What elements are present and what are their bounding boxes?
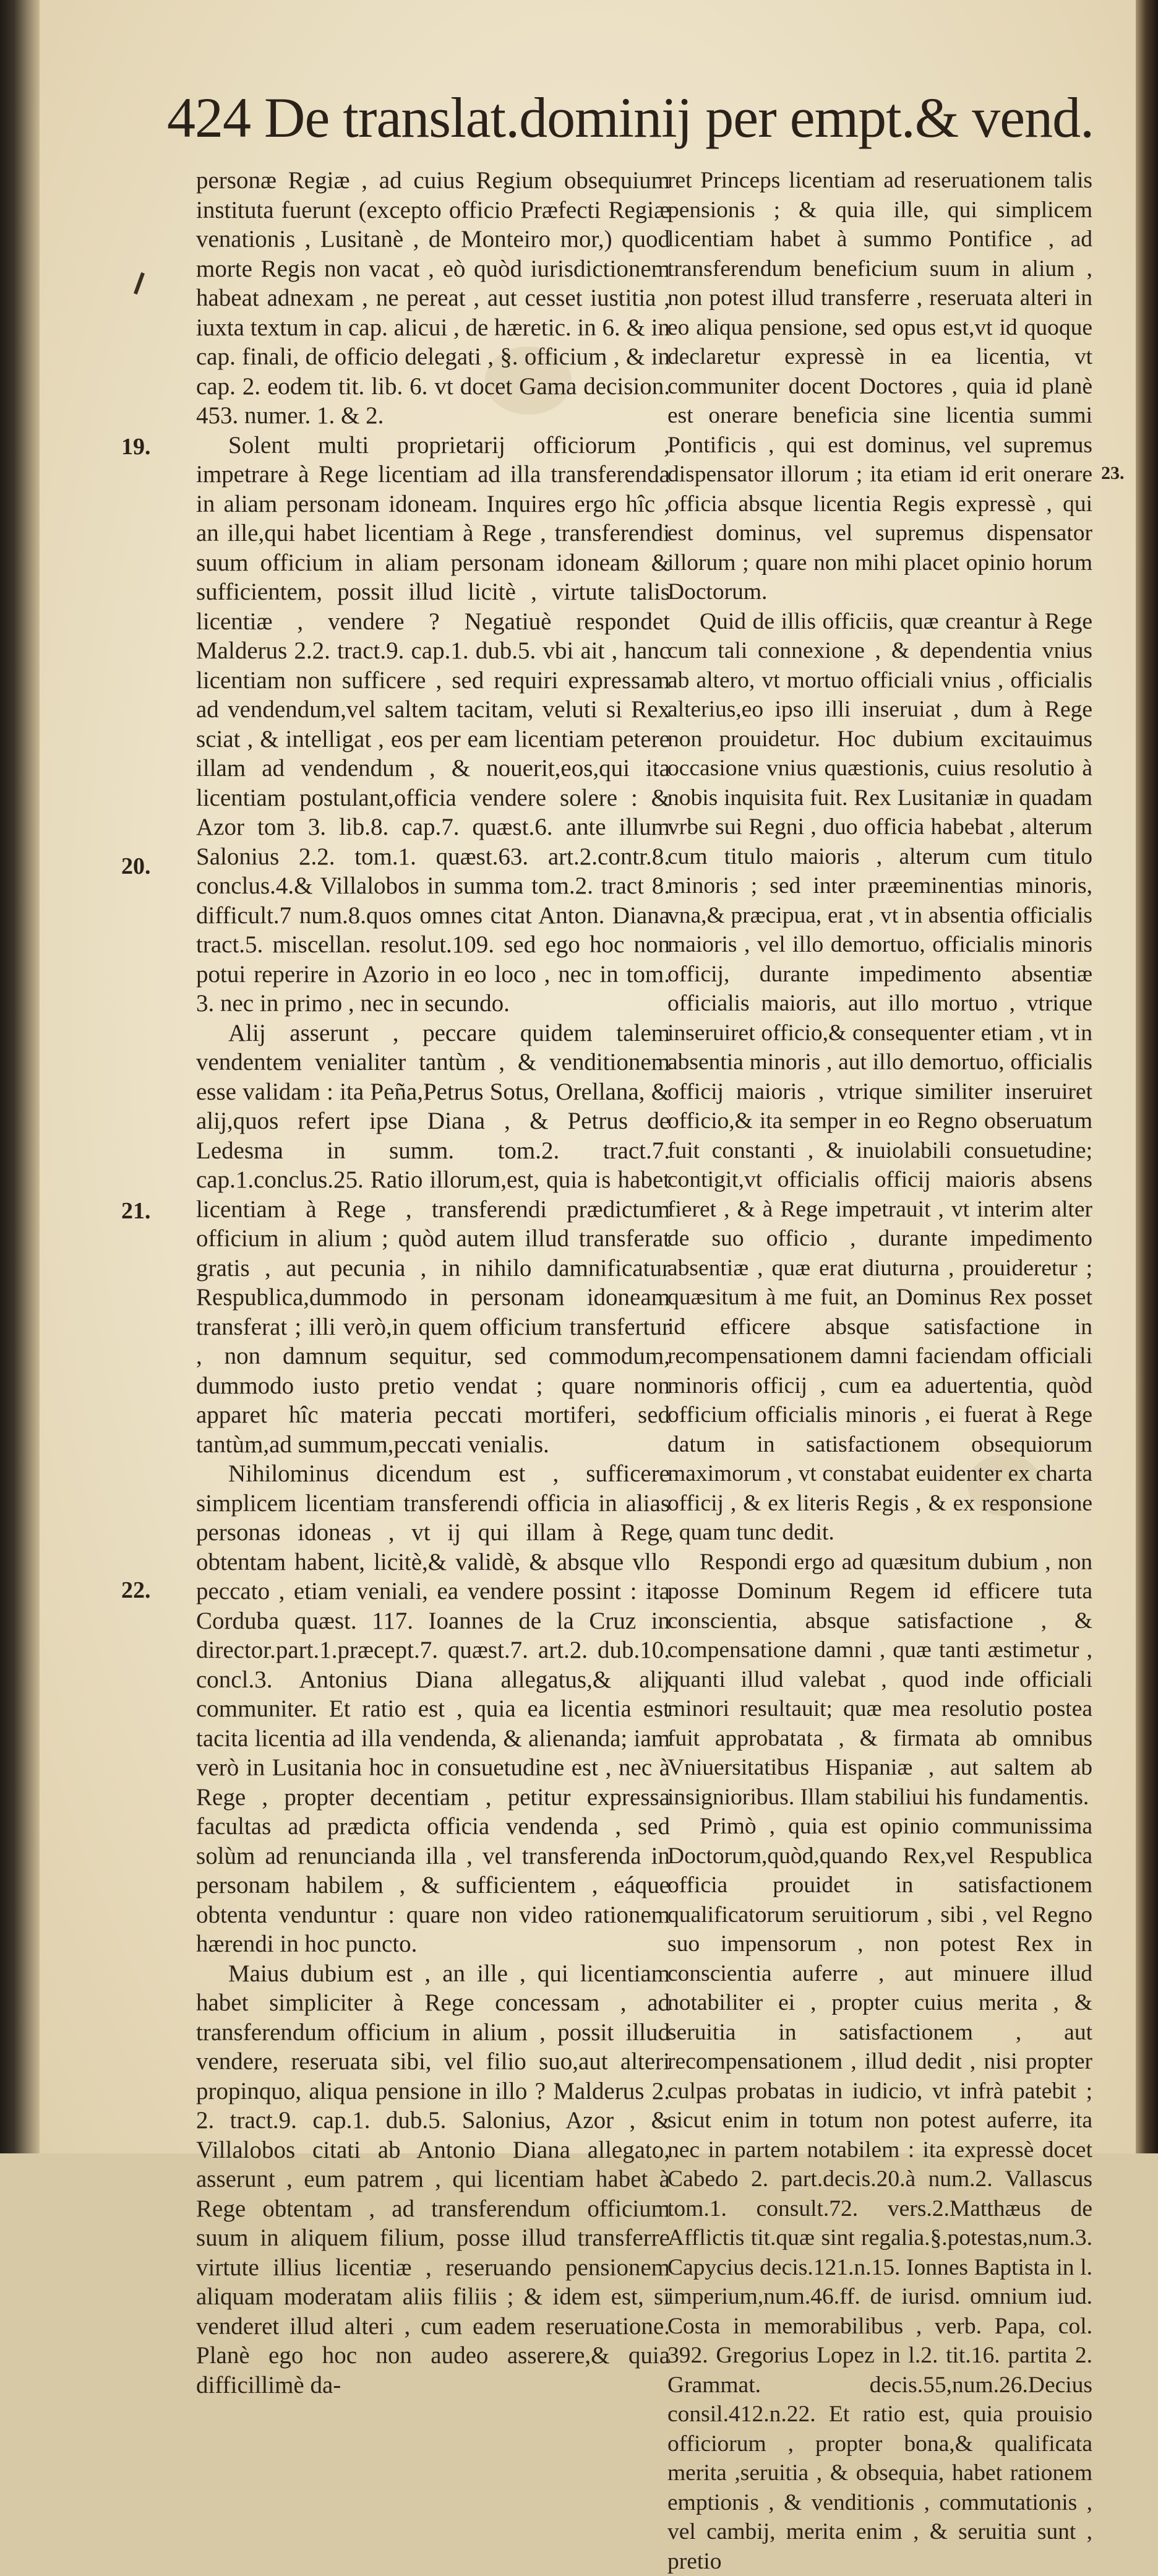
paragraph-number-23: 23.: [1101, 463, 1125, 483]
page-header: [167, 74, 1094, 161]
paragraph-23: Quid de illis officiis, quæ creantur à Rege cum tali connexione , & dependentia vnius ab altero, vt mortuo officiali vnius , officialis alterius,eo ipso illi inseruiat , dum à Rege non prouidetur. Hoc dubium excitauimus occasione vnius quæstionis, cuius resolutio à nobis inquisita fuit. Rex Lusitaniæ in quadam vrbe sui Regni , duo officia habebat , alterum cum titulo maioris , alterum cum titulo minoris ; sed inter præeminentias minoris, vna,& præcipua, erat , vt in absentia officialis maioris , vel illo demortuo, officialis minoris officij, durante impedimento absentiæ officialis maioris, aut illo mortuo , vtrique inseruiret officio,& consequenter etiam , vt in absentia minoris , aut illo demortuo, officialis officij maioris , vtrique similiter inseruiret officio,& ita semper in eo Regno obseruatum fuit constanti , & inuiolabili consuetudine; contigit,vt officialis officij maioris absens fieret , & à Rege impetrauit , vt interim alter de suo officio , durante impedimento absentiæ , quæ erat diuturna , prouideretur ; quæsitum à me fuit, an Dominus Rex posset id efficere absque satisfactione in recompensationem damni faciendam officiali minoris officij , cum ea aduertentia, quòd officium officialis minoris , ei fuerat à Rege datum in satisfactionem obsequiorum maximorum , vt constabat euidenter ex charta officij , & ex literis Regis , & ex responsione , quam tunc dedit.: [667, 608, 1092, 1545]
paragraph-number-20: 20.: [121, 853, 151, 879]
right-text-column: [667, 166, 1092, 2576]
page-number: 424: [167, 86, 251, 149]
paragraph-respondi: Respondi ergo ad quæsitum dubium , non posse Dominum Regem id efficere tuta conscientia, absque satisfactione , & compensatione damni , quæ tanti æstimetur , quanti illud valebat , quod inde officiali minori resultauit; quæ mea resolutio postea fuit approbatata , & firmata ab omnibus Vniuersitatibus Hispaniæ , aut saltem ab insignioribus. Illam stabiliui his fundamentis.: [667, 1549, 1092, 1810]
book-binding-gutter: [0, 0, 40, 2153]
paragraph-19: Solent multi proprietarij officiorum , impetrare à Rege licentiam ad illa transferenda in aliam personam idoneam. Inquires ergo hîc , an ille,qui habet licentiam à Rege , transferendi suum officium in aliam personam idoneam & sufficientem, possit illud licitè , virtute talis licentiæ , vendere ? Negatiuè respondet Malderus 2.2. tract.9. cap.1. dub.5. vbi ait , hanc licentiam non sufficere , sed requiri expressam ad vendendum,vel saltem tacitam, veluti si Rex sciat , & intelligat , eos per eam licentiam petere illam ad vendendum , & nouerit,eos,qui ita licentiam postulant,officia vendere solere : & Azor tom 3. lib.8. cap.7. quæst.6. ante illum Salonius 2.2. tom.1. quæst.63. art.2.contr.8. conclus.4.& Villalobos in summa tom.2. tract 8. difficult.7 num.8.quos omnes citat Anton. Diana tract.5. miscellan. resolut.109. sed ego hoc non potui reperire in Azorio in eo loco , nec in tom. 3. nec in primo , nec in secundo.: [196, 431, 670, 1017]
paragraph-20: Alij asserunt , peccare quidem talem vendentem venialiter tantùm , & venditionem esse validam : ita Peña,Petrus Sotus, Orellana, & alij,quos refert ipse Diana , & Petrus de Ledesma in summ. tom.2. tract.7. cap.1.conclus.25. Ratio illorum,est, quia is habet licentiam à Rege , transferendi prædictum officium in alium ; quòd autem illud transferat gratis , aut pecunia , in nihilo damnificatur Respublica,dummodo in personam idoneam transferat ; illi verò,in quem officium transfertur , non damnum sequitur, sed commodum, dummodo iusto pretio vendat ; quare non apparet hîc materia peccati mortiferi, sed tantùm,ad summum,peccati venialis.: [196, 1019, 670, 1458]
paragraph-18-continuation: personæ Regiæ , ad cuius Regium obsequium instituta fuerunt (excepto officio Præfecti Regiæ venationis , Lusitanè , de Monteiro mor,) quod morte Regis non vacat , eò quòd iurisdictionem habeat adnexam , ne pereat , aut cesset iustitia , iuxta textum in cap. alicui , de hæretic. in 6. & in cap. finali, de officio delegati , §. officium , & in cap. 2. eodem tit. lib. 6. vt docet Gama decision. 453. numer. 1. & 2.: [196, 167, 670, 429]
paragraph-number-19: 19.: [121, 434, 151, 460]
paragraph-22: Maius dubium est , an ille , qui licentiam habet simpliciter à Rege concessam , ad transferendum officium in alium , possit illud vendere, reseruata sibi, vel filio suo,aut alteri propinquo, aliqua pensione in illo ? Malderus 2. 2. tract.9. cap.1. dub.5. Salonius, Azor , & Villalobos citati ab Antonio Diana allegato, asserunt , eum patrem , qui licentiam habet à Rege obtentam , ad transferendum officium suum in aliquem filium, posse illud transferre virtute illius licentiæ , reseruando pensionem aliquam moderatam aliis filiis ; & idem est, si venderet illud alteri , cum eadem reseruatione. Planè ego hoc non audeo asserere,& quia difficillimè da-: [196, 1960, 670, 2398]
running-title: De translat.dominij per empt.& vend.: [264, 86, 1094, 149]
left-text-column: [196, 166, 670, 2400]
paragraph-22-continuation: ret Princeps licentiam ad reseruationem talis pensionis ; & quia ille, qui simplicem licentiam habet à summo Pontifice , ad transferendum beneficium suum in alium , non potest illud transferre , reseruata alteri in eo aliqua pensione, sed opus est,vt id quoque declaretur expressè in ea licentia, vt communiter docent Doctores , quia id planè est onerare beneficia sine licentia summi Pontificis , qui est dominus, vel supremus dispensator illorum ; ita etiam id erit onerare officia absque licentia Regis expressè , qui est dominus, vel supremus dispensator illorum ; quare non mihi placet opinio horum Doctorum.: [667, 168, 1092, 605]
paragraph-primo: Primò , quia est opinio communissima Doctorum,quòd,quando Rex,vel Respublica officia prouidet in satisfactionem qualificatorum seruitiorum , sibi , vel Regno suo impensorum , non potest Rex in conscientia auferre , aut minuere illud notabiliter ei , propter cuius merita , & seruitia in satisfactionem , aut recompensationem , illud dedit , nisi propter culpas probatas in iudicio, vt infrà patebit ; sicut enim in totum non potest auferre, ita nec in partem notabilem : ita expressè docet Cabedo 2. part.decis.20.à num.2. Vallascus tom.1. consult.72. vers.2.Matthæus de Afflictis tit.quæ sint regalia.§.potestas,num.3. Capycius decis.121.n.15. Ionnes Baptista in l. imperium,num.46.ff. de iurisd. omnium iud. Costa in memorabilibus , verb. Papa, col. 392. Gregorius Lopez in l.2. tit.16. partita 2. Grammat. decis.55,num.26.Decius consil.412.n.22. Et ratio est, quia prouisio officiorum , propter bona,& qualificata merita ,seruitia , & obsequia, habet rationem emptionis , & venditionis , commutationis , vel cambij, merita enim , & seruitia sunt , pretio: [667, 1814, 1092, 2574]
paragraph-number-21: 21.: [121, 1198, 151, 1224]
paragraph-number-22: 22.: [121, 1577, 151, 1603]
paragraph-21: Nihilominus dicendum est , sufficere simplicem licentiam transferendi officia in alias personas idoneas , vt ij qui illam à Rege obtentam habent, licitè,& validè, & absque vllo peccato , etiam veniali, ea vendere possint : ita Corduba quæst. 117. Ioannes de la Cruz in director.part.1.præcept.7. quæst.7. art.2. dub.10. concl.3. Antonius Diana allegatus,& alij communiter. Et ratio est , quia ea licentia est tacita licentia ad illa vendenda, & alienanda; iam verò in Lusitania hoc in consuetudine est , nec à Rege , propter decentiam , petitur expressa facultas ad prædicta officia vendenda , sed solùm ad renuncianda illa , vel transferenda in personam habilem , & sufficientem , eáque obtenta venduntur : quare non video rationem hærendi in hoc puncto.: [196, 1460, 670, 1957]
book-cover-edge: [1136, 0, 1158, 2153]
